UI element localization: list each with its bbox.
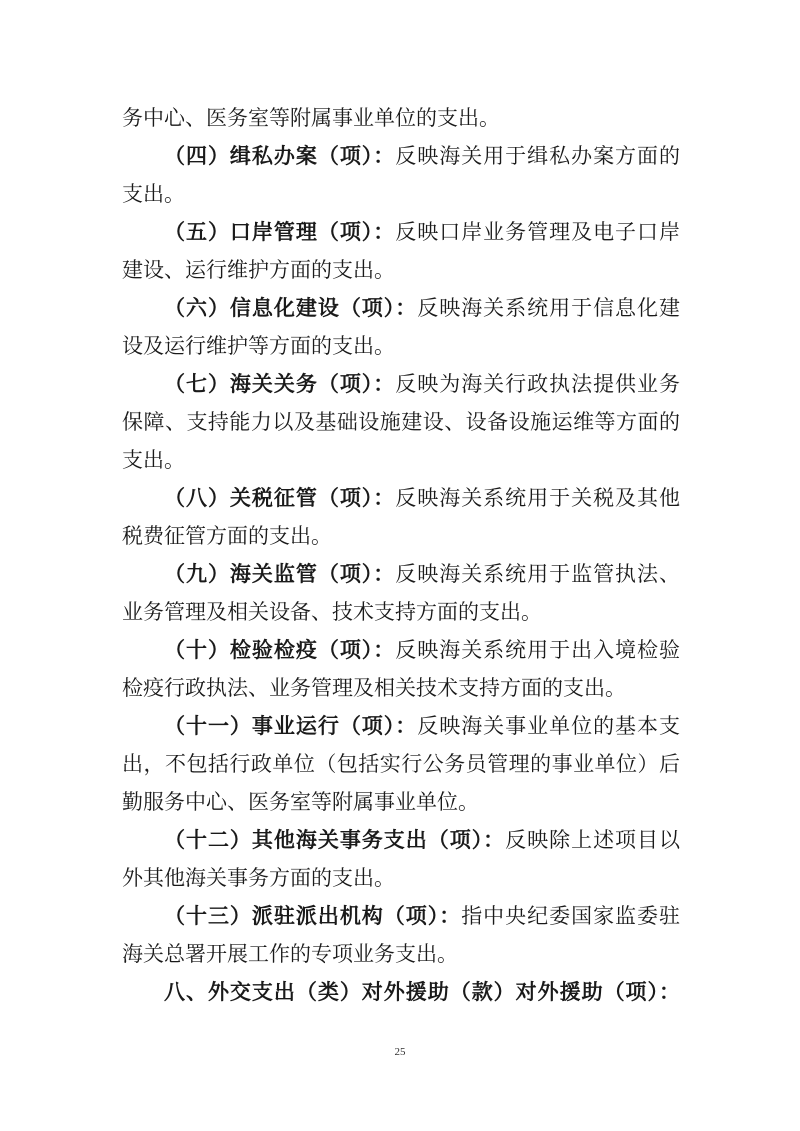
item-heading: （十三）派驻派出机构（项）： — [164, 904, 462, 928]
text-line — [122, 673, 680, 703]
line-text: 海关总署开展工作的专项业务支出。 — [122, 942, 458, 966]
item-heading: （十）检验检疫（项）： — [164, 638, 396, 662]
line-text: 建设、运行维护方面的支出。 — [122, 258, 395, 282]
text-line — [122, 863, 680, 893]
item-description: 反映为海关行政执法提供业务 — [395, 372, 680, 396]
item-heading: （九）海关监管（项）： — [164, 562, 396, 586]
item-heading: （四）缉私办案（项）： — [164, 144, 396, 168]
item-heading: （六）信息化建设（项）： — [164, 296, 418, 320]
text-line — [122, 255, 680, 285]
line-text: 勤服务中心、医务室等附属事业单位。 — [122, 790, 479, 814]
item-heading-line — [164, 293, 680, 323]
text-line — [122, 521, 680, 551]
item-heading: （十二）其他海关事务支出（项）： — [164, 828, 506, 852]
text-line — [122, 103, 680, 133]
line-text: 设及运行维护等方面的支出。 — [122, 334, 395, 358]
line-text: 外其他海关事务方面的支出。 — [122, 866, 395, 890]
line-text: 出，不包括行政单位（包括实行公务员管理的事业单位）后 — [122, 752, 680, 776]
text-line — [122, 407, 680, 437]
item-description: 反映海关用于缉私办案方面的 — [395, 144, 680, 168]
text-line — [122, 331, 680, 361]
item-description: 反映海关系统用于出入境检验 — [395, 638, 680, 662]
item-description: 反映海关系统用于监管执法、 — [395, 562, 680, 586]
text-line — [122, 787, 680, 817]
item-description: 反映海关系统用于关税及其他 — [395, 486, 680, 510]
line-text: 支出。 — [122, 182, 185, 206]
item-heading-line — [164, 711, 680, 741]
item-heading-line — [164, 635, 680, 665]
line-text: 业务管理及相关设备、技术支持方面的支出。 — [122, 600, 542, 624]
line-text: 保障、支持能力以及基础设施建设、设备设施运维等方面的 — [122, 410, 680, 434]
item-heading-line — [164, 559, 680, 589]
item-heading-line — [164, 369, 680, 399]
item-description: 指中央纪委国家监委驻 — [461, 904, 680, 928]
line-text: 检疫行政执法、业务管理及相关技术支持方面的支出。 — [122, 676, 626, 700]
text-line — [122, 939, 680, 969]
item-description: 反映海关系统用于信息化建 — [417, 296, 680, 320]
text-line — [122, 179, 680, 209]
item-heading-line — [164, 483, 680, 513]
item-heading: （十一）事业运行（项）： — [164, 714, 418, 738]
text-line — [122, 749, 680, 779]
item-description: 反映除上述项目以 — [505, 828, 680, 852]
line-text: 支出。 — [122, 448, 185, 472]
item-description: 反映海关事业单位的基本支 — [417, 714, 680, 738]
page-number: 25 — [394, 1046, 406, 1058]
item-heading-line — [164, 901, 680, 931]
section-heading: 八、外交支出（类）对外援助（款）对外援助（项）： — [164, 980, 680, 1004]
section-heading-line — [164, 977, 680, 1007]
item-heading: （五）口岸管理（项）： — [164, 220, 396, 244]
item-heading: （八）关税征管（项）： — [164, 486, 396, 510]
item-heading: （七）海关关务（项）： — [164, 372, 396, 396]
line-text: 税费征管方面的支出。 — [122, 524, 332, 548]
item-description: 反映口岸业务管理及电子口岸 — [395, 220, 680, 244]
line-text: 务中心、医务室等附属事业单位的支出。 — [122, 106, 500, 130]
item-heading-line — [164, 141, 680, 171]
text-line — [122, 597, 680, 627]
item-heading-line — [164, 825, 680, 855]
text-line — [122, 445, 680, 475]
item-heading-line — [164, 217, 680, 247]
